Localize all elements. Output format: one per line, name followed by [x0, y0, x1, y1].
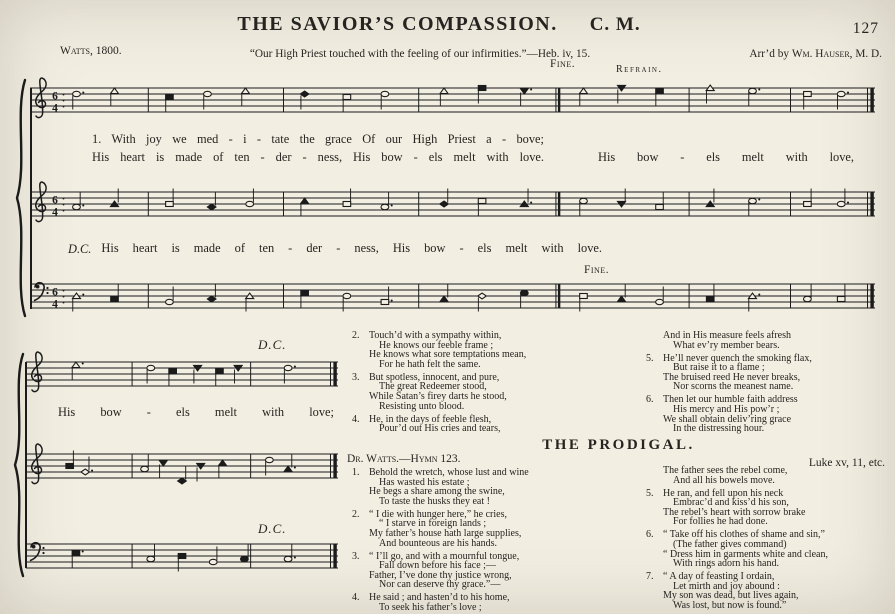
- verse: [352, 593, 640, 612]
- verse-lines: [369, 468, 640, 506]
- page-title-row: [0, 13, 878, 36]
- meter-label: C. M.: [589, 14, 641, 35]
- verse-line: Nor scorns the meanest name.: [673, 381, 794, 393]
- verse-lines: [369, 331, 640, 369]
- verse-line: My father’s house hath large supplies,: [369, 527, 522, 539]
- staff-bass-1: [30, 272, 875, 328]
- staff-treble-4: [26, 442, 338, 498]
- verse-number: 1.: [352, 467, 360, 478]
- lyric-bottom-line: His bow - els melt with love;: [58, 405, 334, 419]
- verse-line: Was lost, but now is found.”: [673, 599, 787, 611]
- verse-line: We shall obtain deliv’ring grace: [663, 413, 792, 425]
- verse-line: Behold the wretch, whose lust and wine: [369, 467, 529, 478]
- hymn-verses-left-column: [352, 331, 640, 437]
- verse-line: He, in the days of feeble flesh,: [369, 413, 492, 425]
- verse-number: 4.: [352, 592, 360, 604]
- arranger-credit: [690, 48, 882, 60]
- verse-line: The father sees the rebel come,: [663, 465, 788, 476]
- verse-number: 3.: [352, 371, 360, 383]
- verse-line: “ Dress him in garments white and clean,: [663, 548, 828, 560]
- verse-line: “ I die with hunger here,” he cries,: [369, 508, 507, 520]
- verse-line: While Satan’s firey darts he stood,: [369, 390, 507, 402]
- verse: [352, 552, 640, 590]
- prodigal-source-right: Luke xv, 11, etc.: [808, 457, 885, 469]
- verse-lines: [663, 572, 886, 610]
- verse-line: Nor can deserve thy grace.”—: [379, 579, 501, 591]
- prodigal-verses-left-column: [352, 468, 640, 614]
- verse-number: 2.: [352, 330, 360, 341]
- verse-number: 5.: [646, 487, 654, 499]
- verse-line: My son was dead, but lives again,: [663, 590, 799, 602]
- verse-line: To taste the husks they eat !: [379, 495, 490, 507]
- verse-lines: [663, 395, 886, 433]
- verse: [352, 373, 640, 411]
- verse-number: 2.: [352, 508, 360, 520]
- verse-line: Father, I’ve done thy justice wrong,: [369, 569, 512, 581]
- verse-number: 4.: [352, 413, 360, 425]
- verse: [646, 395, 886, 433]
- page-number: 127: [852, 20, 879, 37]
- svg-text:4: 4: [52, 298, 58, 311]
- lyric-verse-line-1: 1. With joy we med - i - tate the grace Of our High Priest a - bove;: [92, 132, 544, 146]
- lyric-refrain-line: His bow - els melt with love,: [598, 150, 854, 164]
- lyric-dc-line: His heart is made of ten - der - ness, His bow - els melt with love.: [101, 241, 602, 255]
- scripture-reference: “Our High Priest touched with the feeling of our infirmities.”—Heb. iv, 15.: [249, 48, 591, 60]
- verse-line: For he hath felt the same.: [379, 358, 481, 370]
- verse-line: Let mirth and joy abound :: [673, 580, 780, 592]
- verse-line: But raise it to a flame ;: [673, 362, 765, 374]
- verse-line: “ A day of feasting I ordain,: [663, 571, 775, 583]
- verse: [352, 510, 640, 548]
- verse: [646, 530, 886, 568]
- verse-line: Pour’d out His cries and tears,: [379, 423, 501, 435]
- verse-line: He knows what sore temptations mean,: [369, 349, 527, 361]
- lyric-dc-prefix: D.C.: [68, 242, 92, 256]
- verse-lines: [663, 331, 886, 350]
- verse-line: He said ; and hasten’d to his home,: [369, 592, 510, 604]
- verse-number: 5.: [646, 352, 654, 364]
- svg-text:6: 6: [52, 90, 58, 103]
- verse: [646, 572, 886, 610]
- verse-lines: [369, 373, 640, 411]
- verse-line: Touch’d with a sympathy within,: [369, 330, 502, 341]
- dc-label-upper: D.C.: [258, 337, 287, 352]
- verse-line: And in His measure feels afresh: [663, 330, 792, 341]
- verse-line: And all his bowels move.: [673, 474, 775, 486]
- staff-treble-2: [30, 180, 875, 236]
- verse-line: He knows our feeble frame ;: [379, 339, 494, 351]
- verse-line: With rings adorn his hand.: [673, 558, 779, 570]
- arranger-name: Wm. Hauser, M. D.: [791, 48, 882, 60]
- verse-line: And bounteous are his hands.: [379, 537, 498, 549]
- verse-line: He ran, and fell upon his neck: [663, 487, 784, 499]
- staff-treble-1: [30, 76, 875, 132]
- verse-lines: [369, 415, 640, 434]
- verse-line: (The father gives command): [673, 538, 787, 550]
- verse-line: The rebel’s heart with sorrow brake: [663, 506, 806, 518]
- svg-text:6: 6: [52, 286, 58, 299]
- dc-label-lower: D.C.: [258, 521, 287, 536]
- verse-line: Embrac’d and kiss’d his son,: [673, 497, 789, 509]
- verse-line: “ I starve in foreign lands ;: [379, 518, 487, 530]
- prodigal-source-left: Dr. Watts.—Hymn 123.: [347, 453, 461, 465]
- verse-line: His mercy and His pow’r ;: [673, 403, 780, 415]
- verse-lines: [369, 552, 640, 590]
- svg-text:6: 6: [52, 194, 58, 207]
- verse-line: “ Take off his clothes of shame and sin,”: [663, 529, 825, 541]
- verse-number: 7.: [646, 571, 654, 583]
- verse-lines: [369, 510, 640, 548]
- svg-text:4: 4: [52, 206, 58, 219]
- verse: [646, 331, 886, 350]
- verse-line: Then let our humble faith address: [663, 394, 798, 406]
- verse-number: 3.: [352, 550, 360, 562]
- verse: [352, 468, 640, 506]
- verse-lines: [369, 593, 640, 612]
- lyric-dc-row: [68, 242, 602, 257]
- verse-line: In the distressing hour.: [673, 423, 765, 435]
- verse-line: The bruised reed He never breaks,: [663, 371, 801, 383]
- system-brace: [10, 352, 28, 578]
- verse-line: He’ll never quench the smoking flax,: [663, 352, 812, 364]
- verse-lines: [663, 530, 886, 568]
- verse-line: Fall down before his face ;—: [379, 560, 496, 572]
- author-attribution: Watts, 1800.: [60, 45, 122, 57]
- verse-line: The great Redeemer stood,: [379, 381, 487, 393]
- svg-text:4: 4: [52, 102, 58, 115]
- prodigal-verses-right-column: [646, 466, 886, 614]
- verse-line: Has wasted his estate ;: [379, 476, 470, 488]
- verse-number: [646, 331, 663, 350]
- verse-number: 6.: [646, 394, 654, 406]
- hymn-verses-right-column: [646, 331, 886, 437]
- verse-lines: [663, 466, 886, 485]
- verse-line: What ev’ry member bears.: [673, 339, 780, 351]
- prodigal-heading: THE PRODIGAL.: [542, 437, 695, 453]
- arranger-prefix: Arr’d by: [749, 48, 792, 60]
- fine-label-top: Fine.: [550, 58, 576, 70]
- verse-line: To seek his father’s love ;: [379, 601, 482, 613]
- verse-line: He begs a share among the swine,: [369, 486, 505, 498]
- page-title: THE SAVIOR’S COMPASSION.: [237, 13, 558, 35]
- verse-lines: [663, 354, 886, 392]
- verse-lines: [663, 489, 886, 527]
- refrain-label: Refrain.: [616, 64, 663, 75]
- verse-number: 6.: [646, 529, 654, 541]
- verse-line: “ I’ll go, and with a mournful tongue,: [369, 550, 520, 562]
- verse: [352, 415, 640, 434]
- verse: [646, 354, 886, 392]
- staff-treble-3: [26, 350, 338, 406]
- verse: [646, 489, 886, 527]
- verse-line: For follies he had done.: [673, 516, 768, 528]
- verse: [646, 466, 886, 485]
- verse-number: [646, 466, 663, 485]
- verse: [352, 331, 640, 369]
- fine-label-mid: Fine.: [584, 264, 610, 276]
- staff-bass-2: [26, 532, 338, 588]
- system-brace: [12, 78, 30, 318]
- verse-line: Resisting unto blood.: [379, 400, 465, 412]
- verse-line: But spotless, innocent, and pure,: [369, 371, 500, 383]
- lyric-verse-line-2: His heart is made of ten - der - ness, His bow - els melt with love.: [92, 150, 544, 164]
